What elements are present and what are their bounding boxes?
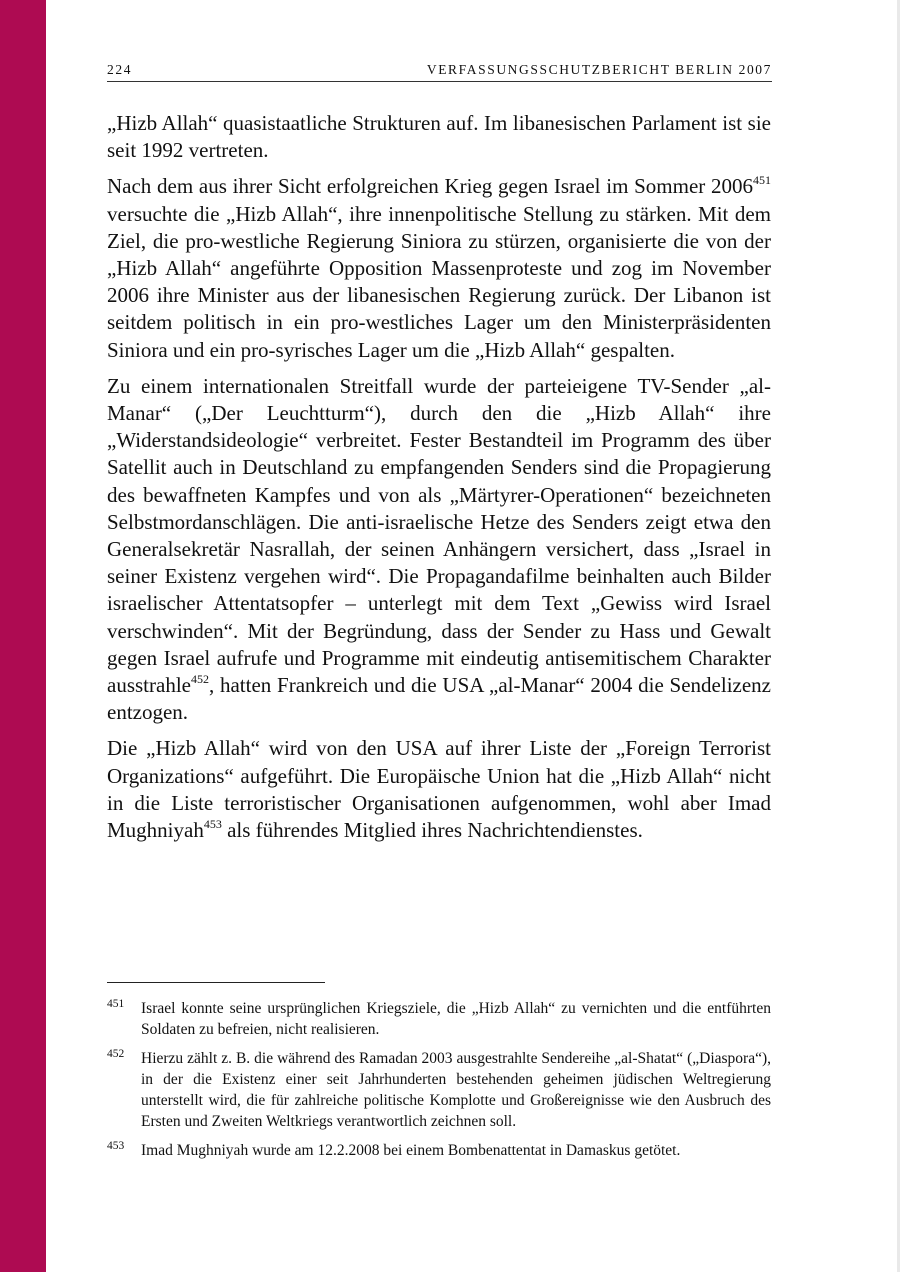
footnote-452 xyxy=(107,1048,771,1132)
side-color-band xyxy=(0,0,46,1272)
footnote-ref-453[interactable]: 453 xyxy=(203,817,222,832)
footnote-ref-452[interactable]: 452 xyxy=(190,672,209,687)
paragraph-text: Nach dem aus ihrer Sicht erfolgreichen Krieg gegen Israel im Sommer 2006 xyxy=(107,174,753,199)
footnote-453 xyxy=(107,1140,771,1161)
footnote-separator xyxy=(107,982,325,983)
footnote-ref-451[interactable]: 451 xyxy=(753,173,771,188)
paragraph-text: Die „Hizb Allah“ wird von den USA auf ihrer Liste der „Foreign Terrorist Organizations“ aufgeführt. Die Europäische Union hat die „Hizb Allah“ nicht in die Liste terroristischer Organisationen aufgenommen, wohl aber Imad Mughniyah xyxy=(107,736,771,843)
paragraph-text: „Hizb Allah“ quasistaatliche Strukturen auf. Im libanesischen Parlament ist sie seit 1992 vertreten. xyxy=(107,111,771,163)
footnote-number: 452 xyxy=(107,1048,125,1060)
paragraph-text: Zu einem internationalen Streitfall wurde der parteieigene TV-Sender „al-Manar“ („Der Leuchtturm“), durch den die „Hizb Allah“ ihre „Widerstandsideologie“ verbreitet. Fester Bestandteil im Programm des über Satellit auch in Deutschland zu empfangenden Senders sind die Propagierung des bewaffneten Kampfes und von als „Märtyrer-Operationen“ bezeichneten Selbstmordanschlägen. Die anti-israelische Hetze des Senders zeigt etwa den Generalsekretär Nasrallah, der seinen Anhängern versichert, dass „Israel in seiner Existenz vergehen wird“. Die Propagandafilme beinhalten auch Bilder israelischer Attentatsopfer – unterlegt mit dem Text „Gewiss wird Israel verschwinden“. Mit der Begründung, dass der Sender zu Hass und Gewalt gegen Israel aufrufe und Programme mit eindeutig antisemitischem Charakter ausstrahle xyxy=(107,373,771,698)
footnote-451 xyxy=(107,998,771,1040)
page-number: 224 xyxy=(107,62,133,77)
footnote-text: Imad Mughniyah wurde am 12.2.2008 bei einem Bombenattentat in Damaskus getötet. xyxy=(141,1142,681,1159)
footnote-number: 451 xyxy=(107,998,125,1010)
paragraph-2 xyxy=(107,173,771,363)
body-text xyxy=(107,110,771,853)
footnote-text: Hierzu zählt z. B. die während des Ramadan 2003 ausgestrahlte Sendereihe „al-Shatat“ („Diaspora“), in der die Existenz einer seit Jahrhunderten bestehenden geheimen jüdischen Weltregierung unterstellt wird, die für zahlreiche politische Komplotte und Großereignisse wie den Ausbruch des Ersten und Zweiten Weltkriegs verantwortlich zeichnen soll. xyxy=(141,1050,771,1130)
paragraph-text: als führendes Mitglied ihres Nachrichtendienstes. xyxy=(221,818,643,843)
paragraph-text: versuchte die „Hizb Allah“, ihre innenpolitische Stellung zu stärken. Mit dem Ziel, die pro-westliche Regierung Siniora zu stürzen, organisierte die von der „Hizb Allah“ angeführte Opposition Massenproteste und zog im November 2006 ihre Minister aus der libanesischen Regierung zurück. Der Libanon ist seitdem politisch in ein pro-westliches Lager um den Ministerpräsidenten Siniora und ein pro-syrisches Lager um die „Hizb Allah“ gespalten. xyxy=(107,201,771,362)
paragraph-1 xyxy=(107,110,771,164)
paragraph-text: , hatten Frankreich und die USA „al-Manar“ 2004 die Sendelizenz entzogen. xyxy=(107,673,771,725)
footnote-number: 453 xyxy=(107,1140,125,1152)
running-header xyxy=(107,62,772,82)
footnote-text: Israel konnte seine ursprünglichen Kriegsziele, die „Hizb Allah“ zu vernichten und die entführten Soldaten zu befreien, nicht realisieren. xyxy=(141,1000,771,1038)
paragraph-3 xyxy=(107,373,771,727)
running-title: VERFASSUNGSSCHUTZBERICHT BERLIN 2007 xyxy=(426,62,772,77)
footnotes xyxy=(107,998,771,1169)
paragraph-4 xyxy=(107,735,771,844)
